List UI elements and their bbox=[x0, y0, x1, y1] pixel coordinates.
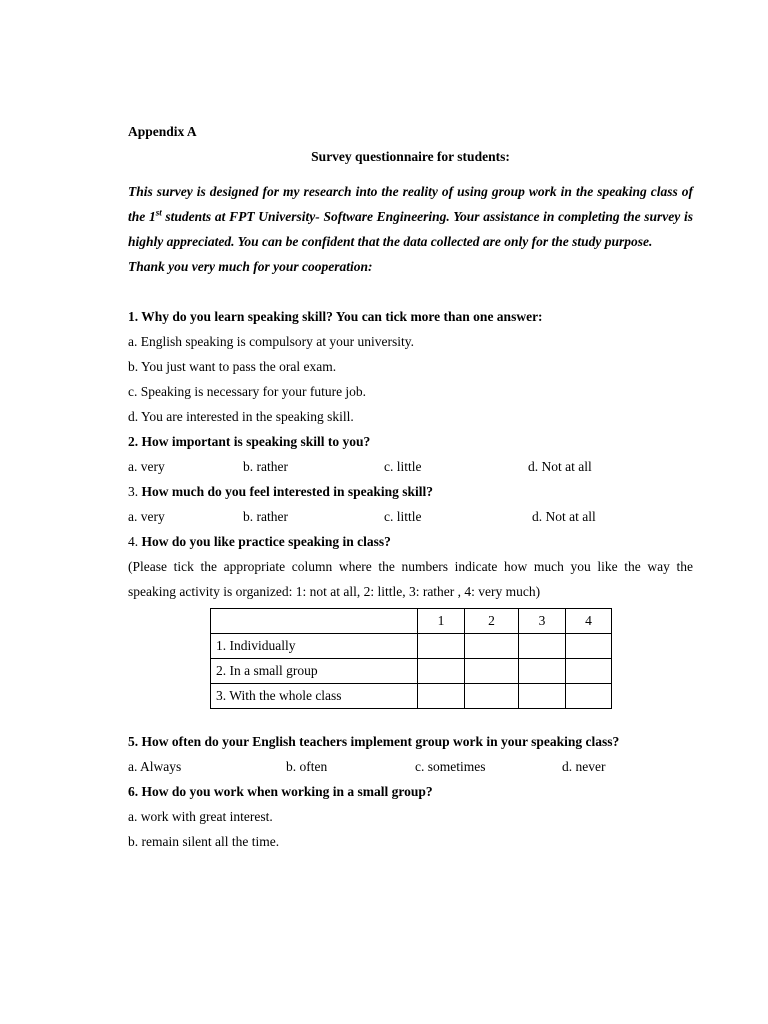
survey-document bbox=[128, 119, 693, 854]
q3-option-d: d. Not at all bbox=[532, 509, 596, 524]
table-header-cell: 2 bbox=[465, 609, 519, 634]
table-cell[interactable] bbox=[566, 659, 612, 684]
table-row-label: 3. With the whole class bbox=[211, 684, 418, 709]
intro-paragraph: This survey is designed for my research into the reality of using group work in the speaking class of the 1st students at FPT University- Software Engineering. Your assistance in completing the survey is highly appreciated. You can be confident that the data collected are only for the study purpose. bbox=[128, 184, 693, 249]
survey-title: Survey questionnaire for students: bbox=[311, 149, 510, 164]
table-row bbox=[211, 634, 612, 659]
q1-option-d: d. You are interested in the speaking skill. bbox=[128, 409, 354, 424]
table-row-label: 2. In a small group bbox=[211, 659, 418, 684]
table-header-cell: 4 bbox=[566, 609, 612, 634]
table-cell[interactable] bbox=[418, 634, 465, 659]
q3-option-a: a. very bbox=[128, 509, 165, 524]
table-cell[interactable] bbox=[465, 634, 519, 659]
table-cell[interactable] bbox=[418, 659, 465, 684]
q6-option-a: a. work with great interest. bbox=[128, 809, 273, 824]
question-6: 6. How do you work when working in a small group? bbox=[128, 784, 433, 799]
q3-option-b: b. rather bbox=[243, 509, 288, 524]
table-cell[interactable] bbox=[566, 684, 612, 709]
rating-table bbox=[210, 608, 612, 709]
q5-options bbox=[128, 754, 693, 779]
table-row bbox=[211, 659, 612, 684]
table-row-label: 1. Individually bbox=[211, 634, 418, 659]
table-header-row bbox=[211, 609, 612, 634]
question-4: 4. How do you like practice speaking in class? bbox=[128, 534, 391, 549]
q1-option-c: c. Speaking is necessary for your future job. bbox=[128, 384, 367, 399]
table-header-cell bbox=[211, 609, 418, 634]
question-2: 2. How important is speaking skill to you? bbox=[128, 434, 371, 449]
table-cell[interactable] bbox=[465, 659, 519, 684]
table-cell[interactable] bbox=[465, 684, 519, 709]
table-header-cell: 3 bbox=[519, 609, 566, 634]
q5-option-b: b. often bbox=[286, 759, 328, 774]
table-row bbox=[211, 684, 612, 709]
q6-option-b: b. remain silent all the time. bbox=[128, 834, 280, 849]
table-cell[interactable] bbox=[566, 634, 612, 659]
q5-option-a: a. Always bbox=[128, 759, 182, 774]
appendix-title: Appendix A bbox=[128, 124, 197, 139]
q2-option-c: c. little bbox=[384, 459, 422, 474]
q3-options bbox=[128, 504, 693, 529]
q4-instruction: (Please tick the appropriate column where the numbers indicate how much you like the way the speaking activity is organized: 1: not at all, 2: little, 3: rather , 4: very much) bbox=[128, 559, 693, 599]
table-cell[interactable] bbox=[519, 634, 566, 659]
q2-option-d: d. Not at all bbox=[528, 459, 592, 474]
q3-option-c: c. little bbox=[384, 509, 422, 524]
question-1: 1. Why do you learn speaking skill? You can tick more than one answer: bbox=[128, 309, 543, 324]
question-3: 3. How much do you feel interested in speaking skill? bbox=[128, 484, 434, 499]
q1-option-a: a. English speaking is compulsory at your university. bbox=[128, 334, 414, 349]
q1-option-b: b. You just want to pass the oral exam. bbox=[128, 359, 337, 374]
question-5: 5. How often do your English teachers implement group work in your speaking class? bbox=[128, 734, 620, 749]
q5-option-c: c. sometimes bbox=[415, 759, 486, 774]
table-cell[interactable] bbox=[519, 659, 566, 684]
table-cell[interactable] bbox=[418, 684, 465, 709]
q5-option-d: d. never bbox=[562, 759, 606, 774]
q2-option-b: b. rather bbox=[243, 459, 288, 474]
q2-option-a: a. very bbox=[128, 459, 165, 474]
thanks-line: Thank you very much for your cooperation: bbox=[128, 259, 373, 274]
table-cell[interactable] bbox=[519, 684, 566, 709]
table-header-cell: 1 bbox=[418, 609, 465, 634]
q2-options bbox=[128, 454, 693, 479]
